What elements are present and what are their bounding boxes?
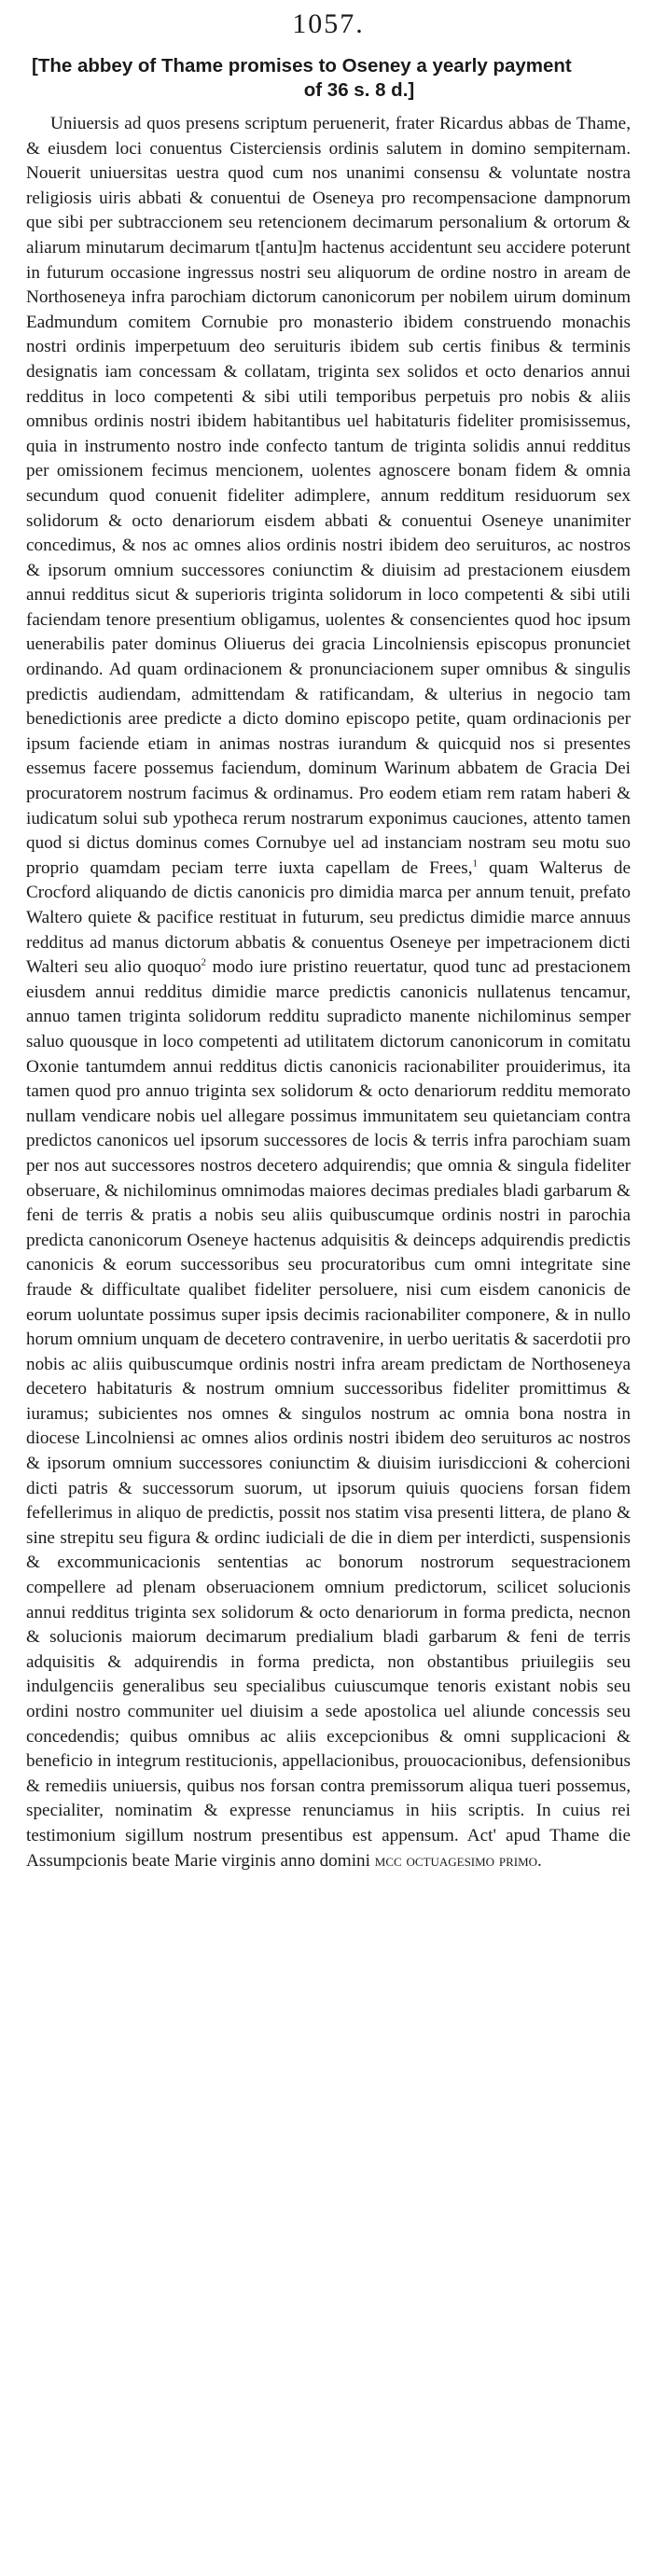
charter-number: 1057.: [292, 8, 365, 39]
charter-text-after-footnote-1: quam Walterus de Crocford aliquando de dictis canonicis pro dimidia marca per annum tenuit, prefato Waltero quiete & pacifice restituat in futurum, seu predictus dimidie marce annuus redditus ad manus dictorum abbatis & conuentus Oseneye per impetracionem dicti Walteri seu alio quoquo: [26, 857, 631, 978]
charter-rubric: [26, 54, 631, 103]
charter-date-year: mcc octuagesimo primo.: [374, 1850, 542, 1871]
rubric-line-2: of 36 s. 8 d.]: [303, 79, 415, 101]
charter-page: [26, 0, 631, 1873]
footnote-mark-1: 1: [472, 857, 478, 870]
rubric-line-1: [The abbey of Thame promises to Oseney a yearly payment: [32, 55, 572, 77]
charter-text-main: Uniuersis ad quos presens scriptum peruenerit, frater Ricardus abbas de Thame, & eiusdem loci conuentus Cisterciensis ordinis salutem in domino sempiternam. Nouerit uniuersitas uestra quod cum nos unanimi consensu & voluntate nostra religiosis uiris abbati & conuentui de Oseneya pro recompensacione dampnorum que sibi per subtraccionem seu retencionem decimarum personalium & ortorum & aliarum minutarum decimarum t[antu]m hactenus accidentunt seu accidere poterunt in futurum occasione ingressus nostri seu aliquorum de ordine nostro in aream de Northoseneya infra parochiam dictorum canonicorum per nobilem uirum dominum Eadmundum comitem Cornubie pro monasterio ibidem construendo monachis nostri ordinis imperpetuum deo seruituris ibidem sub certis finibus & terminis designatis iam concessam & collatam, triginta sex solidos et octo denarios annui redditus in loco competenti & sibi utili temporibus perpetuis pro nobis & aliis omnibus ordinis nostri ibidem habitantibus uel habitaturis fideliter promisissemus, quia in instrumento nostro inde confecto tantum de triginta solidis annui redditus per omissionem fecimus mencionem, uolentes agnoscere bonam fidem & omnia secundum quod conuenit fideliter adimplere, annum redditum residuorum sex solidorum & octo denariorum eisdem abbati & conuentui Oseneye unanimiter concedimus, & nos ac omnes alios ordinis nostri ibidem deo seruituros, ac nostros & ipsorum omnium successores coniunctim & diuisim ad prestacionem eiusdem annui redditus sicut & superioris triginta solidorum in loco competenti & sibi utili faciendam tenore presentium obligamus, uolentes & consencientes quod hoc ipsum uenerabilis pater dominus Oliuerus dei gracia Lincolniensis episcopus pronunciet ordinando. Ad quam ordinacionem & pronunciacionem super omnibus & singulis predictis audiendam, admittendam & ratificandam, & ulterius in negocio tam benedictionis aree predicte a dicto domino episcopo petite, quam ordinacionis per ipsum faciende etiam in animas nostras iurandum & quicquid nos si presentes essemus facere possemus faciendum, dominum Warinum abbatem de Gracia Dei procuratorem nostrum facimus & ordinamus. Pro eodem etiam rem ratam haberi & iudicatum solui sub ypotheca rerum nostrarum exponimus cauciones, attento tamen quod si dictus dominus comes Cornubye uel ad instanciam nostram seu motu suo proprio quamdam peciam terre iuxta capellam de Frees,: [26, 114, 631, 878]
charter-paragraph: [26, 112, 631, 1873]
charter-body: [26, 112, 631, 1873]
charter-text-after-footnote-2: modo iure pristino reuertatur, quod tunc ad prestacionem eiusdem annui redditus dimidie marce predictis canonicis nullatenus tencamur, annuo tamen triginta solidorum redditu supradicto manente nichilominus semper saluo quousque in loco competenti ad utilitatem dictorum canonicorum in comitatu Oxonie tantumdem annui redditus dictis canonicis racionabiliter prouiderimus, ita tamen quod pro annuo triginta sex solidorum & octo denariorum redditu memorato nullam vendicare nobis uel allegare possimus immunitatem seu quietanciam contra predictos canonicos uel ipsorum successores de locis & terris infra parochiam suam per nos aut successores nostros decetero adquirendis; que omnia & singula fideliter obseruare, & nichilominus omnimodas maiores decimas prediales bladi garbarum & feni de terris & pratis a nobis seu aliis quibuscumque ordinis nostri in parochia predicta canonicorum Oseneye hactenus adquisitis & deinceps adquirendis predictis canonicis & eorum successoribus seu procuratoribus cum omni integritate sine fraude & difficultate qualibet fideliter persoluere, nisi cum eisdem canonicis de eorum uoluntate possimus super ipsis decimis racionabiliter componere, & in nullo horum omnium unquam de decetero contravenire, in uerbo ueritatis & sacerdotii pro nobis ac aliis quibuscumque ordinis nostri infra aream predictam de Northoseneya decetero habitaturis & nostrum omnium successoribus fideliter promittimus & iuramus; subicientes nos omnes & singulos nostrum ac omnia bona nostra in diocese Lincolniensi ac omnes alios ordinis nostri ibidem deo seruituros ac nostros & ipsorum omnium successores coniunctim & diuisim iurisdiccioni & cohercioni dicti patris & successorum suorum, ut ipsorum quiuis quociens forsan fidem fefellerimus in aliquo de predictis, possit nos statim visa presenti littera, de plano & sine strepitu seu figura & ordinc iudiciali de die in diem per interdicti, suspensionis & excommunicacionis sententias ac bonorum nostrorum sequestracionem compellere ad plenam obseruacionem omnium predictorum, scilicet solucionis annui redditus triginta sex solidorum & octo denariorum in forma predicta, necnon & solucionis maiorum decimarum predialium bladi garbarum & feni de terris adquisitis & adquirendis in forma predicta, non obstantibus priuilegiis seu indulgenciis generalibus seu specialibus cuiuscumque tenoris existant nobis seu ordini nostro communiter uel diuisim a sede apostolica uel aliunde concessis seu concedendis; quibus omnibus ac aliis excepcionibus & omni supplicacioni & beneficio in integrum restitucionis, appellacionibus, prouocacionibus, defensionibus & remediis uniuersis, quibus nos forsan contra premissorum aliqua tueri possemus, specialiter, nominatim & expresse renunciamus in hiis scriptis. In cuius rei testimonium sigillum nostrum presentibus est appensum. Act' apud Thame die Assumpcionis beate Marie virginis anno domini: [26, 957, 631, 1871]
footnote-mark-2: 2: [201, 956, 207, 968]
